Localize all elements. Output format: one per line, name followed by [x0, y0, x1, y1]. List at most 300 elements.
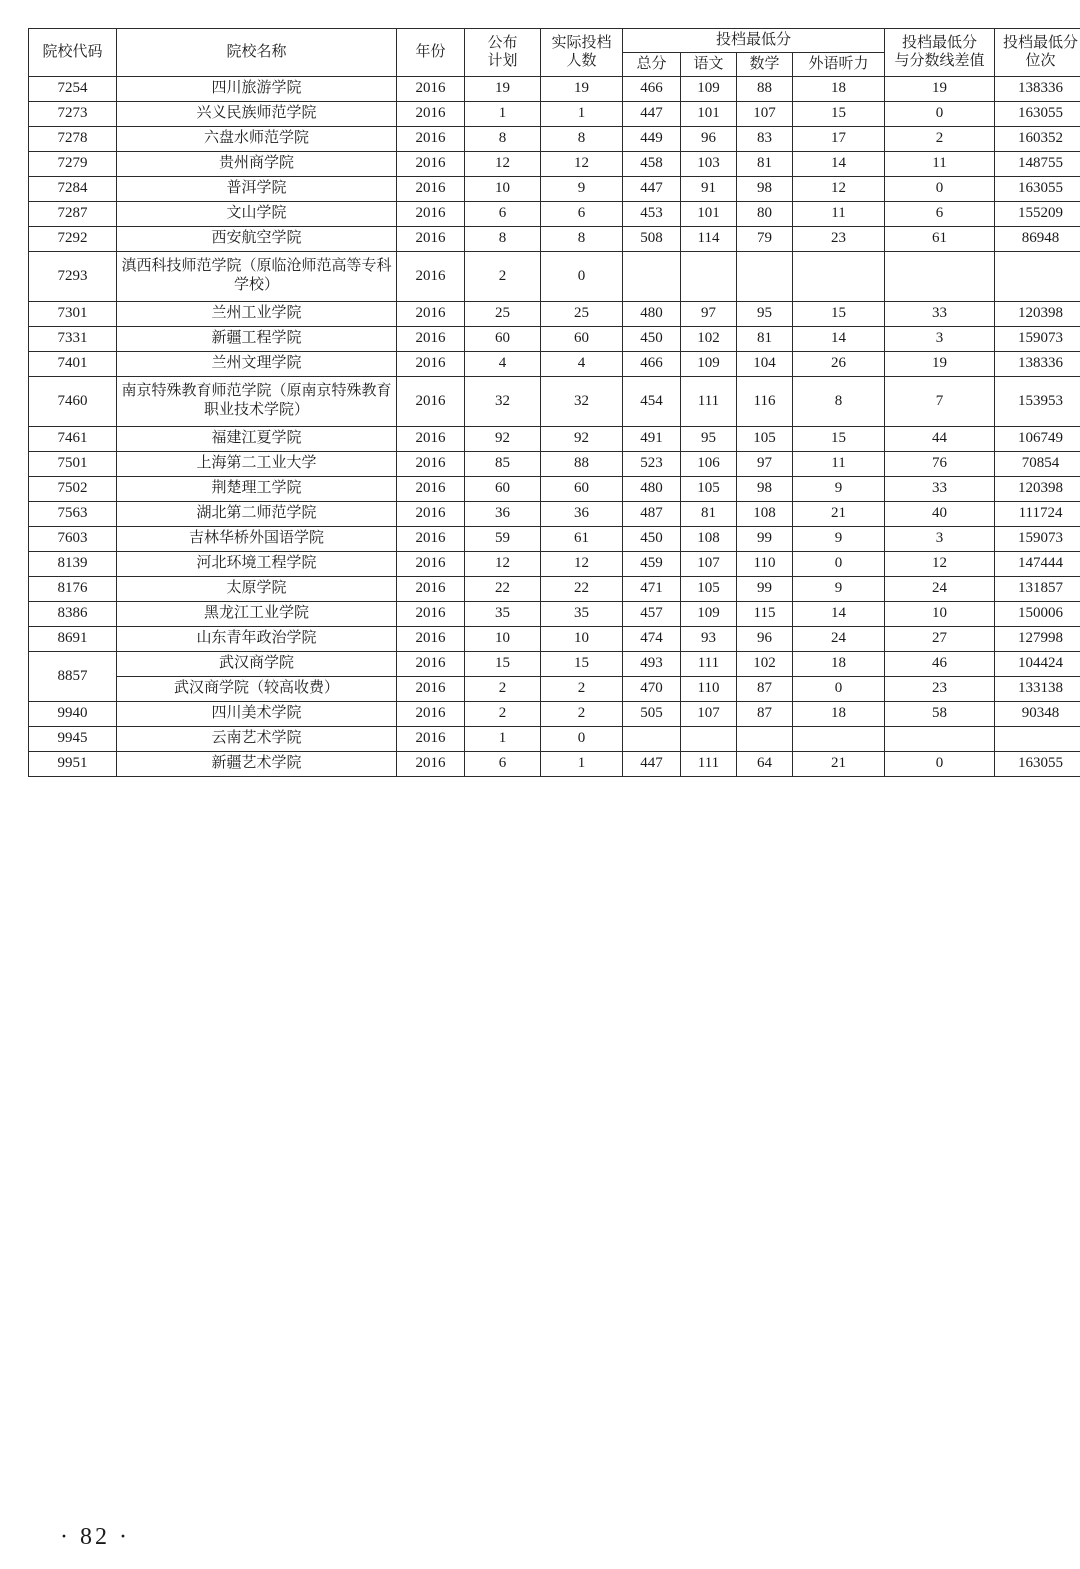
cell-college-name: 武汉商学院 [117, 651, 397, 676]
cell-published-plan: 1 [465, 101, 541, 126]
cell-score-difference: 46 [885, 651, 995, 676]
cell-rank: 138336 [995, 351, 1080, 376]
cell-actual-count: 0 [541, 726, 623, 751]
cell-total-score: 466 [623, 351, 681, 376]
cell-english-listening: 9 [793, 526, 885, 551]
cell-total-score: 458 [623, 151, 681, 176]
page-number: · 82 · [60, 1524, 130, 1550]
cell-score-difference: 7 [885, 376, 995, 426]
table-row [29, 251, 1080, 301]
cell-chinese: 111 [681, 651, 737, 676]
header-published-plan-line1: 公布 [487, 34, 518, 51]
cell-score-difference: 3 [885, 326, 995, 351]
cell-chinese: 111 [681, 376, 737, 426]
header-english-listening: 外语听力 [793, 52, 885, 76]
cell-published-plan: 2 [465, 251, 541, 301]
cell-published-plan: 4 [465, 351, 541, 376]
cell-college-name: 武汉商学院（较高收费） [117, 676, 397, 701]
cell-english-listening: 18 [793, 651, 885, 676]
cell-year: 2016 [397, 251, 465, 301]
cell-rank [995, 251, 1080, 301]
cell-published-plan: 8 [465, 226, 541, 251]
cell-published-plan: 2 [465, 676, 541, 701]
cell-chinese: 109 [681, 76, 737, 101]
cell-published-plan: 6 [465, 201, 541, 226]
cell-math: 87 [737, 676, 793, 701]
cell-total-score: 447 [623, 751, 681, 776]
cell-published-plan: 12 [465, 551, 541, 576]
cell-published-plan: 22 [465, 576, 541, 601]
cell-english-listening: 14 [793, 151, 885, 176]
table-body [29, 76, 1080, 776]
cell-score-difference: 40 [885, 501, 995, 526]
header-score-difference [885, 29, 995, 77]
cell-total-score [623, 251, 681, 301]
cell-published-plan: 19 [465, 76, 541, 101]
table-row [29, 426, 1080, 451]
table-row [29, 176, 1080, 201]
header-score-difference-line2: 与分数线差值 [894, 53, 985, 70]
cell-english-listening: 11 [793, 201, 885, 226]
cell-year: 2016 [397, 501, 465, 526]
cell-math: 96 [737, 626, 793, 651]
cell-math: 87 [737, 701, 793, 726]
cell-college-name: 兴义民族师范学院 [117, 101, 397, 126]
cell-rank: 133138 [995, 676, 1080, 701]
cell-english-listening: 12 [793, 176, 885, 201]
cell-college-name: 湖北第二师范学院 [117, 501, 397, 526]
cell-published-plan: 10 [465, 176, 541, 201]
cell-rank: 120398 [995, 476, 1080, 501]
cell-english-listening: 0 [793, 551, 885, 576]
table-row [29, 726, 1080, 751]
cell-rank: 159073 [995, 326, 1080, 351]
table-row [29, 526, 1080, 551]
cell-actual-count: 19 [541, 76, 623, 101]
cell-chinese: 111 [681, 751, 737, 776]
cell-actual-count: 88 [541, 451, 623, 476]
cell-published-plan: 60 [465, 476, 541, 501]
cell-rank: 163055 [995, 101, 1080, 126]
cell-math: 102 [737, 651, 793, 676]
cell-college-code: 8176 [29, 576, 117, 601]
cell-total-score: 450 [623, 526, 681, 551]
cell-chinese: 109 [681, 601, 737, 626]
cell-chinese: 106 [681, 451, 737, 476]
cell-math [737, 726, 793, 751]
cell-year: 2016 [397, 476, 465, 501]
cell-college-name: 太原学院 [117, 576, 397, 601]
table-row [29, 476, 1080, 501]
header-college-name: 院校名称 [117, 29, 397, 77]
cell-total-score: 471 [623, 576, 681, 601]
cell-total-score: 457 [623, 601, 681, 626]
cell-rank: 159073 [995, 526, 1080, 551]
cell-actual-count: 8 [541, 226, 623, 251]
cell-college-name: 四川旅游学院 [117, 76, 397, 101]
cell-math: 97 [737, 451, 793, 476]
cell-score-difference: 6 [885, 201, 995, 226]
cell-college-name: 南京特殊教育师范学院（原南京特殊教育职业技术学院） [117, 376, 397, 426]
cell-published-plan: 59 [465, 526, 541, 551]
cell-college-name: 吉林华桥外国语学院 [117, 526, 397, 551]
cell-math: 81 [737, 326, 793, 351]
cell-rank: 148755 [995, 151, 1080, 176]
cell-math: 98 [737, 476, 793, 501]
cell-actual-count: 1 [541, 101, 623, 126]
table-row [29, 376, 1080, 426]
header-year: 年份 [397, 29, 465, 77]
table-row [29, 126, 1080, 151]
cell-year: 2016 [397, 376, 465, 426]
header-chinese: 语文 [681, 52, 737, 76]
cell-math: 107 [737, 101, 793, 126]
cell-published-plan: 36 [465, 501, 541, 526]
cell-math: 116 [737, 376, 793, 426]
cell-chinese: 95 [681, 426, 737, 451]
cell-english-listening: 15 [793, 426, 885, 451]
cell-math [737, 251, 793, 301]
cell-score-difference: 27 [885, 626, 995, 651]
cell-chinese: 110 [681, 676, 737, 701]
cell-total-score: 480 [623, 476, 681, 501]
cell-chinese: 96 [681, 126, 737, 151]
cell-published-plan: 8 [465, 126, 541, 151]
cell-score-difference: 33 [885, 301, 995, 326]
cell-english-listening: 18 [793, 701, 885, 726]
cell-college-name: 福建江夏学院 [117, 426, 397, 451]
cell-actual-count: 0 [541, 251, 623, 301]
table-header [29, 29, 1080, 77]
header-actual-count-line1: 实际投档 [551, 34, 612, 51]
cell-math: 108 [737, 501, 793, 526]
cell-chinese: 107 [681, 551, 737, 576]
cell-rank: 160352 [995, 126, 1080, 151]
cell-college-code: 7563 [29, 501, 117, 526]
header-total-score: 总分 [623, 52, 681, 76]
cell-year: 2016 [397, 301, 465, 326]
table-row [29, 351, 1080, 376]
cell-english-listening: 9 [793, 476, 885, 501]
cell-year: 2016 [397, 626, 465, 651]
cell-chinese [681, 251, 737, 301]
cell-math: 104 [737, 351, 793, 376]
cell-chinese: 103 [681, 151, 737, 176]
cell-year: 2016 [397, 201, 465, 226]
cell-math: 79 [737, 226, 793, 251]
cell-math: 99 [737, 526, 793, 551]
cell-year: 2016 [397, 326, 465, 351]
table-row [29, 151, 1080, 176]
cell-year: 2016 [397, 351, 465, 376]
cell-math: 115 [737, 601, 793, 626]
cell-english-listening: 21 [793, 501, 885, 526]
cell-rank: 106749 [995, 426, 1080, 451]
cell-actual-count: 8 [541, 126, 623, 151]
cell-chinese: 102 [681, 326, 737, 351]
cell-total-score: 447 [623, 101, 681, 126]
cell-college-name: 河北环境工程学院 [117, 551, 397, 576]
cell-year: 2016 [397, 101, 465, 126]
cell-college-code: 7284 [29, 176, 117, 201]
header-math: 数学 [737, 52, 793, 76]
cell-english-listening [793, 726, 885, 751]
cell-english-listening: 24 [793, 626, 885, 651]
cell-rank: 138336 [995, 76, 1080, 101]
cell-score-difference [885, 251, 995, 301]
cell-college-code: 7273 [29, 101, 117, 126]
cell-college-name: 普洱学院 [117, 176, 397, 201]
header-actual-count-line2: 人数 [566, 53, 597, 70]
cell-college-code: 8139 [29, 551, 117, 576]
cell-published-plan: 32 [465, 376, 541, 426]
header-min-score-group: 投档最低分 [623, 29, 885, 53]
cell-score-difference: 58 [885, 701, 995, 726]
cell-college-code: 7501 [29, 451, 117, 476]
cell-total-score [623, 726, 681, 751]
cell-total-score: 447 [623, 176, 681, 201]
table-row [29, 626, 1080, 651]
cell-rank: 111724 [995, 501, 1080, 526]
cell-rank: 147444 [995, 551, 1080, 576]
table-row [29, 576, 1080, 601]
cell-rank: 86948 [995, 226, 1080, 251]
cell-english-listening: 23 [793, 226, 885, 251]
cell-chinese: 91 [681, 176, 737, 201]
cell-actual-count: 2 [541, 676, 623, 701]
header-score-difference-line1: 投档最低分 [902, 34, 978, 51]
cell-year: 2016 [397, 551, 465, 576]
table-row [29, 551, 1080, 576]
cell-english-listening: 14 [793, 601, 885, 626]
table-row [29, 751, 1080, 776]
cell-published-plan: 35 [465, 601, 541, 626]
cell-score-difference: 2 [885, 126, 995, 151]
cell-actual-count: 15 [541, 651, 623, 676]
cell-actual-count: 36 [541, 501, 623, 526]
cell-college-code: 9951 [29, 751, 117, 776]
cell-college-code: 8857 [29, 651, 117, 701]
cell-year: 2016 [397, 751, 465, 776]
cell-total-score: 493 [623, 651, 681, 676]
cell-published-plan: 6 [465, 751, 541, 776]
cell-actual-count: 12 [541, 151, 623, 176]
cell-college-code: 7301 [29, 301, 117, 326]
cell-english-listening: 9 [793, 576, 885, 601]
cell-score-difference: 12 [885, 551, 995, 576]
cell-college-name: 兰州文理学院 [117, 351, 397, 376]
cell-year: 2016 [397, 701, 465, 726]
cell-college-code: 7293 [29, 251, 117, 301]
cell-college-code: 7287 [29, 201, 117, 226]
cell-chinese: 109 [681, 351, 737, 376]
cell-rank: 90348 [995, 701, 1080, 726]
cell-chinese: 81 [681, 501, 737, 526]
cell-rank: 163055 [995, 751, 1080, 776]
cell-score-difference: 33 [885, 476, 995, 501]
table-row [29, 101, 1080, 126]
cell-year: 2016 [397, 726, 465, 751]
cell-college-code: 7401 [29, 351, 117, 376]
cell-score-difference: 44 [885, 426, 995, 451]
cell-college-name: 新疆艺术学院 [117, 751, 397, 776]
cell-college-code: 7331 [29, 326, 117, 351]
cell-college-code: 8691 [29, 626, 117, 651]
admission-score-table [28, 28, 1080, 777]
table-row [29, 651, 1080, 676]
cell-chinese: 97 [681, 301, 737, 326]
table-row [29, 501, 1080, 526]
cell-published-plan: 60 [465, 326, 541, 351]
cell-total-score: 480 [623, 301, 681, 326]
cell-college-code: 7279 [29, 151, 117, 176]
cell-rank: 104424 [995, 651, 1080, 676]
cell-college-code: 7603 [29, 526, 117, 551]
cell-total-score: 450 [623, 326, 681, 351]
cell-math: 98 [737, 176, 793, 201]
cell-english-listening: 15 [793, 301, 885, 326]
cell-year: 2016 [397, 676, 465, 701]
cell-total-score: 505 [623, 701, 681, 726]
cell-english-listening: 21 [793, 751, 885, 776]
header-college-code: 院校代码 [29, 29, 117, 77]
cell-published-plan: 92 [465, 426, 541, 451]
cell-english-listening: 8 [793, 376, 885, 426]
cell-english-listening: 18 [793, 76, 885, 101]
cell-year: 2016 [397, 126, 465, 151]
cell-college-name: 云南艺术学院 [117, 726, 397, 751]
cell-total-score: 453 [623, 201, 681, 226]
cell-college-name: 滇西科技师范学院（原临沧师范高等专科学校） [117, 251, 397, 301]
cell-actual-count: 12 [541, 551, 623, 576]
cell-actual-count: 9 [541, 176, 623, 201]
cell-math: 81 [737, 151, 793, 176]
cell-published-plan: 12 [465, 151, 541, 176]
cell-actual-count: 60 [541, 476, 623, 501]
cell-total-score: 523 [623, 451, 681, 476]
cell-rank: 155209 [995, 201, 1080, 226]
cell-chinese [681, 726, 737, 751]
cell-year: 2016 [397, 151, 465, 176]
cell-rank: 153953 [995, 376, 1080, 426]
cell-college-name: 山东青年政治学院 [117, 626, 397, 651]
cell-published-plan: 2 [465, 701, 541, 726]
table-row [29, 701, 1080, 726]
cell-chinese: 108 [681, 526, 737, 551]
cell-total-score: 466 [623, 76, 681, 101]
cell-college-code: 9945 [29, 726, 117, 751]
table-row [29, 76, 1080, 101]
cell-math: 64 [737, 751, 793, 776]
cell-rank: 163055 [995, 176, 1080, 201]
cell-chinese: 105 [681, 476, 737, 501]
cell-total-score: 459 [623, 551, 681, 576]
cell-college-code: 7278 [29, 126, 117, 151]
cell-college-name: 西安航空学院 [117, 226, 397, 251]
cell-rank: 127998 [995, 626, 1080, 651]
table-row [29, 301, 1080, 326]
cell-total-score: 508 [623, 226, 681, 251]
cell-score-difference: 0 [885, 101, 995, 126]
cell-actual-count: 10 [541, 626, 623, 651]
cell-college-code: 7502 [29, 476, 117, 501]
cell-rank [995, 726, 1080, 751]
cell-rank: 120398 [995, 301, 1080, 326]
cell-college-name: 兰州工业学院 [117, 301, 397, 326]
table-row [29, 226, 1080, 251]
cell-year: 2016 [397, 576, 465, 601]
cell-english-listening: 0 [793, 676, 885, 701]
cell-year: 2016 [397, 226, 465, 251]
table-row [29, 326, 1080, 351]
cell-college-code: 7461 [29, 426, 117, 451]
cell-score-difference: 76 [885, 451, 995, 476]
cell-published-plan: 15 [465, 651, 541, 676]
cell-total-score: 470 [623, 676, 681, 701]
cell-actual-count: 1 [541, 751, 623, 776]
header-rank-line2: 位次 [1025, 53, 1056, 70]
cell-published-plan: 85 [465, 451, 541, 476]
header-published-plan [465, 29, 541, 77]
cell-english-listening: 11 [793, 451, 885, 476]
table-header-row-1 [29, 29, 1080, 53]
cell-college-code: 9940 [29, 701, 117, 726]
cell-chinese: 114 [681, 226, 737, 251]
cell-rank: 150006 [995, 601, 1080, 626]
cell-year: 2016 [397, 451, 465, 476]
table-row [29, 601, 1080, 626]
cell-score-difference [885, 726, 995, 751]
cell-score-difference: 19 [885, 76, 995, 101]
cell-college-name: 六盘水师范学院 [117, 126, 397, 151]
cell-english-listening: 17 [793, 126, 885, 151]
cell-math: 99 [737, 576, 793, 601]
cell-math: 95 [737, 301, 793, 326]
cell-score-difference: 23 [885, 676, 995, 701]
cell-college-name: 文山学院 [117, 201, 397, 226]
cell-actual-count: 22 [541, 576, 623, 601]
cell-english-listening: 15 [793, 101, 885, 126]
cell-math: 110 [737, 551, 793, 576]
cell-year: 2016 [397, 426, 465, 451]
cell-year: 2016 [397, 526, 465, 551]
cell-math: 88 [737, 76, 793, 101]
cell-actual-count: 6 [541, 201, 623, 226]
cell-actual-count: 25 [541, 301, 623, 326]
cell-score-difference: 10 [885, 601, 995, 626]
cell-college-name: 四川美术学院 [117, 701, 397, 726]
header-rank [995, 29, 1080, 77]
cell-actual-count: 60 [541, 326, 623, 351]
cell-year: 2016 [397, 651, 465, 676]
cell-math: 80 [737, 201, 793, 226]
cell-score-difference: 0 [885, 176, 995, 201]
cell-actual-count: 35 [541, 601, 623, 626]
cell-math: 83 [737, 126, 793, 151]
cell-chinese: 101 [681, 101, 737, 126]
cell-math: 105 [737, 426, 793, 451]
cell-english-listening [793, 251, 885, 301]
cell-total-score: 491 [623, 426, 681, 451]
cell-college-name: 新疆工程学院 [117, 326, 397, 351]
cell-actual-count: 4 [541, 351, 623, 376]
cell-rank: 70854 [995, 451, 1080, 476]
table-row [29, 676, 1080, 701]
cell-year: 2016 [397, 76, 465, 101]
cell-chinese: 107 [681, 701, 737, 726]
cell-score-difference: 61 [885, 226, 995, 251]
cell-actual-count: 92 [541, 426, 623, 451]
